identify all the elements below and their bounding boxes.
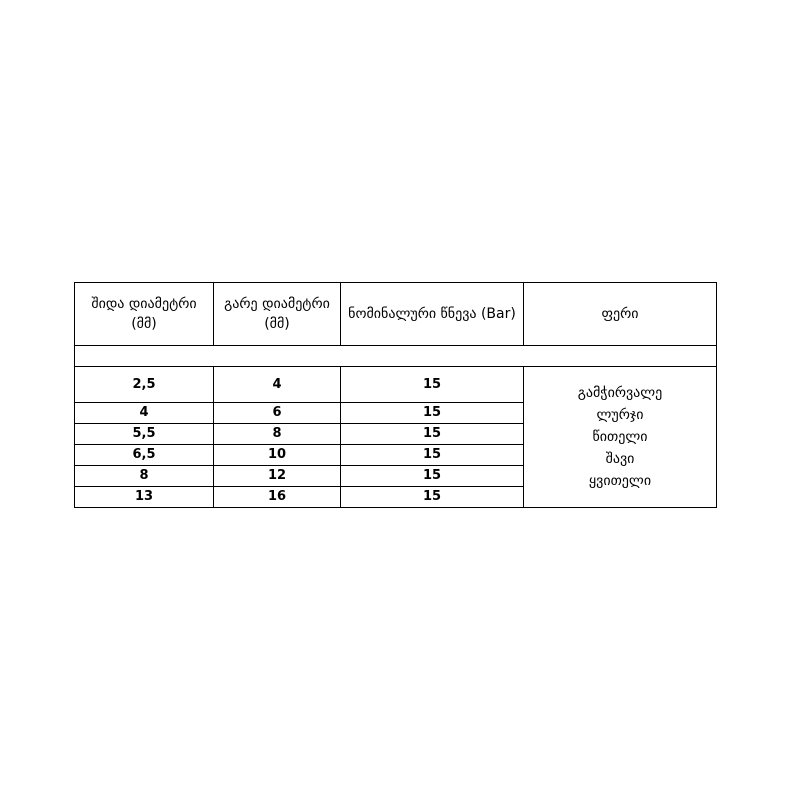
header-nominal-pressure: ნომინალური წნევა (Bar)	[341, 283, 524, 346]
color-option: წითელი	[592, 429, 648, 445]
color-option: ყვითელი	[588, 473, 652, 489]
inner-diameter-cell: 6,5	[75, 445, 214, 466]
outer-diameter-cell: 10	[214, 445, 341, 466]
pressure-cell: 15	[341, 403, 524, 424]
header-color: ფერი	[524, 283, 717, 346]
inner-diameter-cell: 13	[75, 487, 214, 508]
pressure-cell: 15	[341, 487, 524, 508]
outer-diameter-cell: 8	[214, 424, 341, 445]
color-list-cell	[524, 367, 717, 508]
table-row	[75, 367, 717, 403]
pressure-cell: 15	[341, 445, 524, 466]
outer-diameter-cell: 16	[214, 487, 341, 508]
inner-diameter-cell: 2,5	[75, 367, 214, 403]
outer-diameter-cell: 12	[214, 466, 341, 487]
pressure-cell: 15	[341, 424, 524, 445]
outer-diameter-cell: 6	[214, 403, 341, 424]
spec-table	[74, 282, 717, 508]
inner-diameter-cell: 8	[75, 466, 214, 487]
inner-diameter-cell: 4	[75, 403, 214, 424]
outer-diameter-cell: 4	[214, 367, 341, 403]
pressure-cell: 15	[341, 466, 524, 487]
color-option: შავი	[605, 451, 635, 467]
color-option: გამჭირვალე	[577, 385, 663, 401]
header-inner-diameter: შიდა დიამეტრი (მმ)	[75, 283, 214, 346]
inner-diameter-cell: 5,5	[75, 424, 214, 445]
spacer-cell	[75, 346, 717, 367]
header-outer-diameter: გარე დიამეტრი (მმ)	[214, 283, 341, 346]
spacer-row	[75, 346, 717, 367]
pressure-cell: 15	[341, 367, 524, 403]
header-row	[75, 283, 717, 346]
color-option: ლურჯი	[596, 407, 644, 423]
